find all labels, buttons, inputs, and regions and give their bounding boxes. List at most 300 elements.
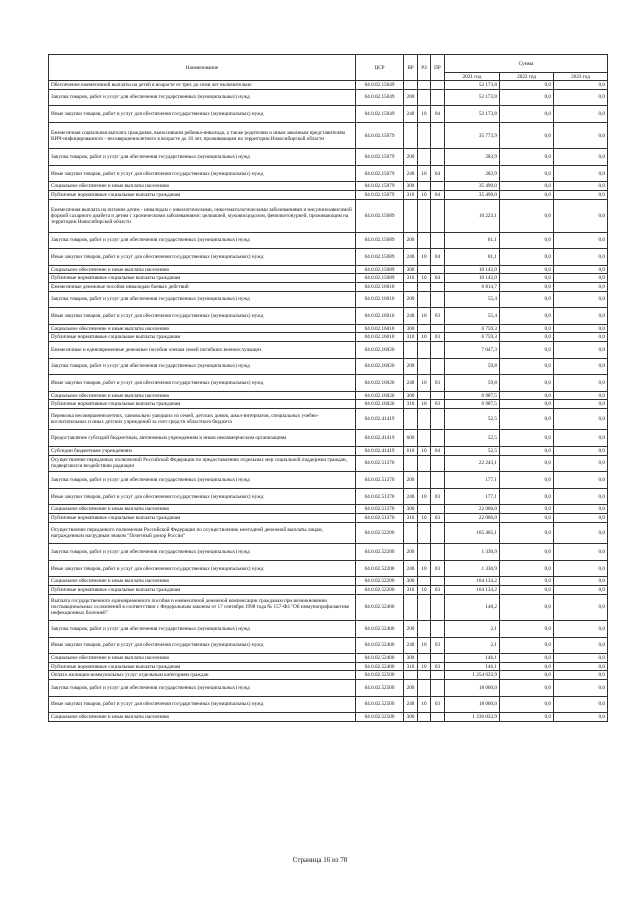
row-rz: 10	[418, 637, 431, 654]
table-row	[49, 408, 608, 430]
row-rz	[418, 342, 431, 359]
row-name: Социальное обеспечение и иные выплаты населению	[49, 577, 356, 586]
row-sum-2023: 0,0	[554, 514, 608, 523]
row-csr: 04.0.02.52400	[356, 594, 404, 621]
row-rz	[418, 291, 431, 308]
row-pr	[431, 430, 445, 447]
row-csr: 04.0.02.52500	[356, 679, 404, 696]
row-rz	[418, 679, 431, 696]
row-pr	[431, 283, 445, 292]
row-sum-2023: 0,0	[554, 713, 608, 722]
row-name: Публичные нормативные социальные выплаты гражданам	[49, 191, 356, 200]
row-sum-2023: 0,0	[554, 291, 608, 308]
row-sum-2022: 0,0	[500, 375, 554, 392]
row-name: Предоставление субсидий бюджетным, автономным учреждениям и иным некоммерческим организациям	[49, 430, 356, 447]
row-sum-2021: 18 000,0	[445, 679, 500, 696]
row-csr: 04.0.02.52200	[356, 522, 404, 544]
row-sum-2022: 0,0	[500, 544, 554, 561]
table-row	[49, 447, 608, 456]
row-name: Иные закупки товаров, работ и услуг для обеспечения государственных (муниципальных) нужд	[49, 165, 356, 182]
row-name: Закупка товаров, работ и услуг для обеспечения государственных (муниципальных) нужд	[49, 89, 356, 106]
row-sum-2022: 0,0	[500, 577, 554, 586]
table-row	[49, 358, 608, 375]
row-sum-2021: 10 223,1	[445, 199, 500, 232]
row-vr: 300	[404, 391, 418, 400]
table-row	[49, 696, 608, 713]
row-pr: 04	[431, 274, 445, 283]
row-sum-2023: 0,0	[554, 671, 608, 680]
row-sum-2022: 0,0	[500, 391, 554, 400]
row-rz: 10	[418, 249, 431, 266]
row-sum-2021: 59,8	[445, 358, 500, 375]
row-sum-2021: 22 066,0	[445, 514, 500, 523]
row-pr: 03	[431, 488, 445, 505]
row-sum-2021: 148,2	[445, 594, 500, 621]
row-vr: 300	[404, 713, 418, 722]
row-rz	[418, 544, 431, 561]
row-sum-2022: 0,0	[500, 265, 554, 274]
row-vr: 610	[404, 447, 418, 456]
table-row	[49, 594, 608, 621]
row-rz	[418, 358, 431, 375]
row-sum-2021: 52,5	[445, 408, 500, 430]
header-year-2021: 2021 год	[445, 73, 500, 81]
row-sum-2021: 10 142,0	[445, 274, 500, 283]
table-row	[49, 621, 608, 638]
row-sum-2021: 6 759,3	[445, 324, 500, 333]
header-rz: РЗ	[418, 55, 431, 81]
table-row	[49, 122, 608, 149]
header-csr: ЦСР	[356, 55, 404, 81]
row-rz	[418, 671, 431, 680]
row-name: Публичные нормативные социальные выплаты гражданам	[49, 662, 356, 671]
table-row	[49, 430, 608, 447]
table-row	[49, 249, 608, 266]
row-sum-2021: 283,9	[445, 149, 500, 166]
row-csr: 04.0.02.15079	[356, 182, 404, 191]
table-row	[49, 191, 608, 200]
row-pr	[431, 391, 445, 400]
row-name: Ежемесячные денежные пособия инвалидам боевых действий	[49, 283, 356, 292]
row-sum-2022: 0,0	[500, 585, 554, 594]
row-rz: 10	[418, 400, 431, 409]
row-sum-2022: 0,0	[500, 662, 554, 671]
row-pr	[431, 122, 445, 149]
row-sum-2022: 0,0	[500, 447, 554, 456]
row-rz: 10	[418, 274, 431, 283]
table-row	[49, 671, 608, 680]
row-pr	[431, 577, 445, 586]
row-sum-2022: 0,0	[500, 342, 554, 359]
row-csr: 04.0.02.15089	[356, 199, 404, 232]
row-csr: 04.0.02.16020	[356, 375, 404, 392]
table-row	[49, 488, 608, 505]
row-sum-2022: 0,0	[500, 522, 554, 544]
row-vr: 200	[404, 472, 418, 489]
row-name: Субсидии бюджетным учреждениям	[49, 447, 356, 456]
row-sum-2023: 0,0	[554, 106, 608, 123]
header-sum: Сумма	[445, 55, 608, 73]
row-sum-2023: 0,0	[554, 182, 608, 191]
row-name: Иные закупки товаров, работ и услуг для обеспечения государственных (муниципальных) нужд	[49, 308, 356, 325]
row-name: Ежемесячные и единовременные денежные пособия членам семей погибших военнослужащих	[49, 342, 356, 359]
row-sum-2021: 1 236 033,9	[445, 713, 500, 722]
row-csr: 04.0.02.15089	[356, 249, 404, 266]
row-sum-2023: 0,0	[554, 149, 608, 166]
row-sum-2022: 0,0	[500, 249, 554, 266]
row-sum-2022: 0,0	[500, 308, 554, 325]
row-vr	[404, 81, 418, 90]
row-pr	[431, 594, 445, 621]
row-sum-2023: 0,0	[554, 472, 608, 489]
row-rz	[418, 89, 431, 106]
row-sum-2021: 146,1	[445, 654, 500, 663]
row-name: Закупка товаров, работ и услуг для обеспечения государственных (муниципальных) нужд	[49, 291, 356, 308]
row-name: Публичные нормативные социальные выплаты гражданам	[49, 274, 356, 283]
table-row	[49, 165, 608, 182]
row-sum-2023: 0,0	[554, 577, 608, 586]
row-sum-2023: 0,0	[554, 662, 608, 671]
row-name: Закупка товаров, работ и услуг для обеспечения государственных (муниципальных) нужд	[49, 232, 356, 249]
row-sum-2021: 22 243,1	[445, 455, 500, 472]
row-rz	[418, 713, 431, 722]
table-row	[49, 391, 608, 400]
row-rz: 10	[418, 585, 431, 594]
table-row	[49, 455, 608, 472]
row-vr: 200	[404, 149, 418, 166]
row-name: Публичные нормативные социальные выплаты гражданам	[49, 514, 356, 523]
row-vr: 200	[404, 358, 418, 375]
row-sum-2022: 0,0	[500, 81, 554, 90]
row-sum-2023: 0,0	[554, 522, 608, 544]
row-sum-2022: 0,0	[500, 505, 554, 514]
row-sum-2023: 0,0	[554, 679, 608, 696]
table-row	[49, 472, 608, 489]
row-sum-2022: 0,0	[500, 621, 554, 638]
row-sum-2022: 0,0	[500, 696, 554, 713]
row-pr	[431, 291, 445, 308]
row-sum-2021: 6 987,5	[445, 391, 500, 400]
table-row	[49, 89, 608, 106]
row-rz: 10	[418, 165, 431, 182]
table-row	[49, 291, 608, 308]
row-sum-2022: 0,0	[500, 637, 554, 654]
row-sum-2021: 52,5	[445, 430, 500, 447]
row-sum-2023: 0,0	[554, 594, 608, 621]
row-sum-2021: 35 490,0	[445, 191, 500, 200]
row-sum-2021: 7 047,3	[445, 342, 500, 359]
row-sum-2022: 0,0	[500, 291, 554, 308]
row-pr	[431, 522, 445, 544]
row-csr: 04.0.02.51370	[356, 505, 404, 514]
row-vr: 200	[404, 89, 418, 106]
row-csr: 04.0.02.15049	[356, 81, 404, 90]
row-sum-2021: 81,1	[445, 249, 500, 266]
row-rz: 10	[418, 514, 431, 523]
row-vr: 600	[404, 430, 418, 447]
row-sum-2022: 0,0	[500, 408, 554, 430]
row-name: Закупка товаров, работ и услуг для обеспечения государственных (муниципальных) нужд	[49, 358, 356, 375]
row-name: Публичные нормативные социальные выплаты гражданам	[49, 585, 356, 594]
row-pr	[431, 408, 445, 430]
row-name: Закупка товаров, работ и услуг для обеспечения государственных (муниципальных) нужд	[49, 472, 356, 489]
row-name: Иные закупки товаров, работ и услуг для обеспечения государственных (муниципальных) нужд	[49, 560, 356, 577]
row-name: Оплата жилищно-коммунальных услуг отдельным категориям граждан	[49, 671, 356, 680]
row-pr: 03	[431, 400, 445, 409]
table-row	[49, 265, 608, 274]
row-vr	[404, 522, 418, 544]
row-name: Иные закупки товаров, работ и услуг для обеспечения государственных (муниципальных) нужд	[49, 106, 356, 123]
table-row	[49, 637, 608, 654]
table-row	[49, 149, 608, 166]
row-sum-2023: 0,0	[554, 408, 608, 430]
row-pr: 04	[431, 165, 445, 182]
row-name: Закупка товаров, работ и услуг для обеспечения государственных (муниципальных) нужд	[49, 679, 356, 696]
row-csr: 04.0.02.15079	[356, 165, 404, 182]
table-row	[49, 585, 608, 594]
row-sum-2023: 0,0	[554, 165, 608, 182]
row-sum-2022: 0,0	[500, 283, 554, 292]
row-name: Иные закупки товаров, работ и услуг для обеспечения государственных (муниципальных) нужд	[49, 696, 356, 713]
row-vr	[404, 283, 418, 292]
row-vr: 310	[404, 662, 418, 671]
table-row	[49, 308, 608, 325]
row-vr	[404, 342, 418, 359]
row-csr: 04.0.02.52200	[356, 577, 404, 586]
row-pr: 03	[431, 308, 445, 325]
row-name: Иные закупки товаров, работ и услуг для обеспечения государственных (муниципальных) нужд	[49, 488, 356, 505]
row-sum-2023: 0,0	[554, 654, 608, 663]
row-pr: 03	[431, 696, 445, 713]
row-sum-2021: 6 814,7	[445, 283, 500, 292]
row-rz	[418, 265, 431, 274]
table-row	[49, 505, 608, 514]
row-pr: 04	[431, 447, 445, 456]
row-sum-2021: 55,4	[445, 291, 500, 308]
row-sum-2021: 22 066,0	[445, 505, 500, 514]
row-sum-2021: 1 330,9	[445, 544, 500, 561]
row-name: Иные закупки товаров, работ и услуг для обеспечения государственных (муниципальных) нужд	[49, 249, 356, 266]
row-csr: 04.0.02.15079	[356, 122, 404, 149]
row-vr: 240	[404, 375, 418, 392]
row-sum-2022: 0,0	[500, 232, 554, 249]
row-csr: 04.0.02.16010	[356, 283, 404, 292]
row-vr	[404, 455, 418, 472]
row-pr	[431, 199, 445, 232]
row-sum-2021: 146,1	[445, 662, 500, 671]
row-csr: 04.0.02.15089	[356, 232, 404, 249]
row-rz	[418, 391, 431, 400]
row-sum-2022: 0,0	[500, 671, 554, 680]
row-vr	[404, 408, 418, 430]
table-row	[49, 400, 608, 409]
row-csr: 04.0.02.16010	[356, 308, 404, 325]
table-row	[49, 514, 608, 523]
row-csr: 04.0.02.52400	[356, 621, 404, 638]
row-rz: 10	[418, 375, 431, 392]
row-sum-2023: 0,0	[554, 375, 608, 392]
row-csr: 04.0.02.16020	[356, 400, 404, 409]
row-sum-2021: 52 173,8	[445, 81, 500, 90]
row-pr	[431, 342, 445, 359]
row-sum-2023: 0,0	[554, 232, 608, 249]
row-rz: 10	[418, 191, 431, 200]
row-vr	[404, 594, 418, 621]
row-sum-2023: 0,0	[554, 89, 608, 106]
row-sum-2021: 164 134,2	[445, 577, 500, 586]
row-sum-2023: 0,0	[554, 265, 608, 274]
row-vr: 310	[404, 400, 418, 409]
row-sum-2022: 0,0	[500, 654, 554, 663]
row-sum-2021: 2,1	[445, 637, 500, 654]
row-sum-2022: 0,0	[500, 182, 554, 191]
row-name: Осуществление переданного полномочия Российской Федерации по осуществлению ежегодной денежной выплаты лицам, награжденным нагрудным знаком "Почетный донор России"	[49, 522, 356, 544]
row-vr: 300	[404, 182, 418, 191]
row-sum-2021: 35 773,9	[445, 122, 500, 149]
row-name: Ежемесячная выплата на питание детям - инвалидам с онкологическими, онкогематологическими заболеваниями и инсулинозависимой формой сахарного диабета и детям с хроническими заболеваниями: целиакией, муковисцидозом, фенилкетонурией, проживающим на территории Новосибирской области	[49, 199, 356, 232]
row-sum-2021: 283,9	[445, 165, 500, 182]
row-csr: 04.0.02.16020	[356, 342, 404, 359]
row-sum-2021: 52 173,8	[445, 89, 500, 106]
row-name: Обеспечение ежемесячной выплаты на детей в возрасте от трех до семи лет включительно	[49, 81, 356, 90]
row-rz: 10	[418, 488, 431, 505]
row-csr: 04.0.02.51370	[356, 488, 404, 505]
table-row	[49, 662, 608, 671]
row-sum-2022: 0,0	[500, 122, 554, 149]
row-sum-2022: 0,0	[500, 274, 554, 283]
row-rz: 10	[418, 662, 431, 671]
row-sum-2022: 0,0	[500, 455, 554, 472]
row-pr	[431, 358, 445, 375]
table-row	[49, 324, 608, 333]
row-name: Закупка товаров, работ и услуг для обеспечения государственных (муниципальных) нужд	[49, 544, 356, 561]
row-name: Социальное обеспечение и иные выплаты населению	[49, 391, 356, 400]
row-sum-2023: 0,0	[554, 249, 608, 266]
row-name: Публичные нормативные социальные выплаты гражданам	[49, 333, 356, 342]
row-sum-2023: 0,0	[554, 391, 608, 400]
row-name: Социальное обеспечение и иные выплаты населению	[49, 654, 356, 663]
row-csr: 04.0.02.52200	[356, 560, 404, 577]
row-rz: 10	[418, 447, 431, 456]
row-sum-2022: 0,0	[500, 165, 554, 182]
row-sum-2023: 0,0	[554, 308, 608, 325]
row-name: Закупка товаров, работ и услуг для обеспечения государственных (муниципальных) нужд	[49, 621, 356, 638]
row-sum-2021: 1 254 033,9	[445, 671, 500, 680]
row-pr: 03	[431, 585, 445, 594]
row-csr: 04.0.02.15049	[356, 89, 404, 106]
row-sum-2022: 0,0	[500, 560, 554, 577]
row-sum-2023: 0,0	[554, 430, 608, 447]
row-sum-2021: 52 173,8	[445, 106, 500, 123]
row-vr: 200	[404, 679, 418, 696]
row-sum-2022: 0,0	[500, 324, 554, 333]
row-vr	[404, 122, 418, 149]
row-sum-2021: 177,1	[445, 472, 500, 489]
row-vr: 310	[404, 333, 418, 342]
row-sum-2023: 0,0	[554, 283, 608, 292]
row-csr: 04.0.02.15049	[356, 106, 404, 123]
row-sum-2021: 1 330,9	[445, 560, 500, 577]
row-sum-2023: 0,0	[554, 544, 608, 561]
row-sum-2022: 0,0	[500, 400, 554, 409]
row-rz	[418, 199, 431, 232]
row-vr: 200	[404, 544, 418, 561]
row-name: Ежемесячная социальная выплата гражданам, выносившим ребенка-инвалида, а также родителям и иным законным представителям ВИЧ-инфицированного - несовершеннолетнего в возрасте до 18 лет, проживающим на территории Новосибирской области	[49, 122, 356, 149]
row-csr: 04.0.02.15089	[356, 265, 404, 274]
row-rz	[418, 577, 431, 586]
row-pr: 04	[431, 106, 445, 123]
row-sum-2022: 0,0	[500, 488, 554, 505]
row-pr: 03	[431, 637, 445, 654]
row-rz: 10	[418, 333, 431, 342]
row-vr: 200	[404, 291, 418, 308]
row-pr	[431, 654, 445, 663]
row-sum-2021: 2,1	[445, 621, 500, 638]
row-vr: 240	[404, 696, 418, 713]
row-rz	[418, 455, 431, 472]
row-pr	[431, 621, 445, 638]
row-vr: 300	[404, 324, 418, 333]
row-sum-2022: 0,0	[500, 514, 554, 523]
table-row	[49, 283, 608, 292]
row-rz	[418, 232, 431, 249]
row-csr: 04.0.02.51370	[356, 455, 404, 472]
table-row	[49, 654, 608, 663]
row-name: Иные закупки товаров, работ и услуг для обеспечения государственных (муниципальных) нужд	[49, 375, 356, 392]
row-pr	[431, 472, 445, 489]
row-sum-2021: 10 142,0	[445, 265, 500, 274]
row-sum-2023: 0,0	[554, 81, 608, 90]
row-vr: 240	[404, 560, 418, 577]
row-sum-2022: 0,0	[500, 89, 554, 106]
row-vr: 200	[404, 621, 418, 638]
row-sum-2021: 35 490,0	[445, 182, 500, 191]
row-vr: 240	[404, 488, 418, 505]
table-row	[49, 274, 608, 283]
table-body	[49, 81, 608, 722]
row-sum-2023: 0,0	[554, 696, 608, 713]
budget-table	[48, 54, 608, 722]
row-pr: 03	[431, 375, 445, 392]
row-vr: 240	[404, 308, 418, 325]
row-vr: 300	[404, 265, 418, 274]
row-vr: 310	[404, 514, 418, 523]
row-sum-2023: 0,0	[554, 400, 608, 409]
row-csr: 04.0.02.52500	[356, 696, 404, 713]
row-rz	[418, 122, 431, 149]
row-sum-2023: 0,0	[554, 199, 608, 232]
row-rz: 10	[418, 106, 431, 123]
row-csr: 04.0.02.41419	[356, 447, 404, 456]
row-pr	[431, 455, 445, 472]
row-name: Социальное обеспечение и иные выплаты населению	[49, 505, 356, 514]
row-name: Выплата государственного единовременного пособия и ежемесячной денежной компенсации гражданам при возникновении поствакцинальных осложнений в соответствии с Федеральным законом от 17 сентября 1998 года № 157-ФЗ "Об иммунопрофилактике инфекционных болезней"	[49, 594, 356, 621]
row-csr: 04.0.02.52200	[356, 544, 404, 561]
page-number: Страница 16 из 78	[292, 856, 348, 864]
row-sum-2021: 164 134,2	[445, 585, 500, 594]
row-sum-2023: 0,0	[554, 585, 608, 594]
row-sum-2021: 52,5	[445, 447, 500, 456]
row-rz	[418, 283, 431, 292]
table-row	[49, 182, 608, 191]
row-pr	[431, 149, 445, 166]
row-pr	[431, 544, 445, 561]
row-sum-2021: 165 465,1	[445, 522, 500, 544]
table-row	[49, 342, 608, 359]
row-vr: 240	[404, 106, 418, 123]
row-sum-2023: 0,0	[554, 324, 608, 333]
table-row	[49, 577, 608, 586]
